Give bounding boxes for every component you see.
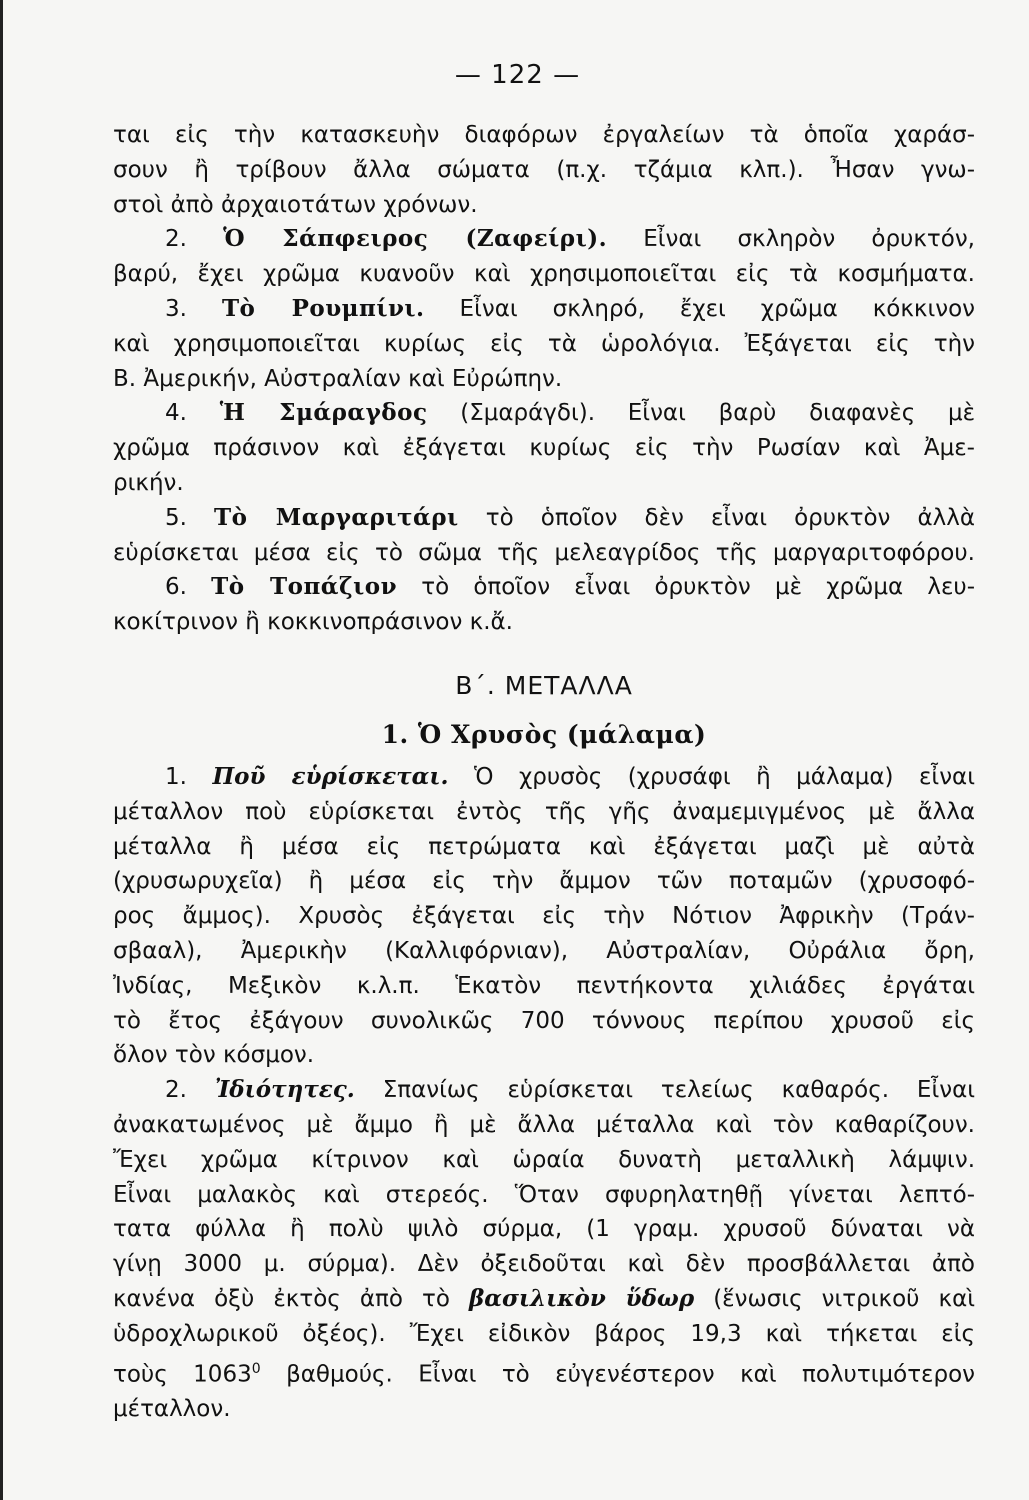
text-line: ται εἰς τὴν κατασκευὴν διαφόρων ἐργαλείων τὰ ὁποῖα χαράσ-	[113, 122, 975, 148]
text-line: βαρύ, ἔχει χρῶμα κυανοῦν καὶ χρησιμοποιεῖται εἰς τὰ κοσμήματα.	[113, 261, 975, 288]
emerald-entry: 4. Ἡ Σμάραγδος (Σμαράγδι). Εἶναι βαρὺ διαφανὲς μὲ	[165, 399, 976, 427]
pearl-title: Τὸ Μαργαριτάρι	[214, 503, 459, 531]
item-number: 6.	[165, 574, 187, 601]
emerald-title: Ἡ Σμάραγδος	[219, 399, 428, 427]
aqua-regia-term: βασιλικὸν ὕδωρ	[469, 1284, 695, 1312]
page-number: — 122 —	[454, 60, 581, 90]
sapphire-title: Ὁ Σάπφειρος (Ζαφείρι).	[223, 225, 608, 253]
ruby-entry: 3. Τὸ Ρουμπίνι. Εἶναι σκληρό, ἔχει χρῶμα κόκκινον	[165, 294, 976, 322]
gold-where-entry: 1. Ποῦ εὑρίσκεται. Ὁ χρυσὸς (χρυσάφι ἢ μάλαμα) εἶναι	[165, 762, 975, 790]
text-line: καὶ χρησιμοποιεῖται κυρίως εἰς τὰ ὡρολόγια. Ἐξάγεται εἰς τὴν	[113, 330, 975, 357]
text-line: σουν ἢ τρίβουν ἄλλα σώματα (π.χ. τζάμια κλπ.). Ἦσαν γνω-	[113, 156, 975, 183]
text-line: σβααλ), Ἀμερικὴν (Καλλιφόρνιαν), Αὐστραλίαν, Οὐράλια ὄρη,	[113, 937, 975, 964]
pearl-entry: 5. Τὸ Μαργαριτάρι τὸ ὁποῖον δὲν εἶναι ὀρυκτὸν ἀλλὰ	[165, 503, 976, 531]
item-number: 2.	[165, 1077, 187, 1104]
text-line: Εἶναι μαλακὸς καὶ στερεός. Ὅταν σφυρηλατηθῇ γίνεται λεπτό-	[113, 1181, 975, 1208]
degree-sup: 0	[251, 1360, 261, 1377]
text-line: ὑδροχλωρικοῦ ὀξέος). Ἔχει εἰδικὸν βάρος 19,3 καὶ τήκεται εἰς	[113, 1320, 975, 1347]
gold-properties-entry: 2. Ἰδιότητες. Σπανίως εὑρίσκεται τελείως καθαρός. Εἶναι	[165, 1076, 976, 1104]
text-line: ρος ἄμμος). Χρυσὸς ἐξάγεται εἰς τὴν Νότιον Ἀφρικὴν (Τράν-	[113, 903, 975, 930]
topaz-title: Τὸ Τοπάζιον	[211, 573, 398, 601]
text-line: εὑρίσκεται μέσα εἰς τὸ σῶμα τῆς μελεαγρίδος τῆς μαργαριτοφόρου.	[113, 539, 975, 566]
body-text	[113, 118, 975, 1427]
text-line: μέταλλα ἢ μέσα εἰς πετρώματα καὶ ἐξάγεται μαζὶ μὲ αὐτὰ	[113, 833, 975, 860]
topaz-entry: 6. Τὸ Τοπάζιον τὸ ὁποῖον εἶναι ὀρυκτὸν μὲ χρῶμα λευ-	[165, 573, 975, 601]
text-line: μέταλλον ποὺ εὑρίσκεται ἐντὸς τῆς γῆς ἀναμεμιγμένος μὲ ἄλλα	[113, 798, 975, 825]
gold-where-title: Ποῦ εὑρίσκεται.	[212, 762, 449, 790]
text-line: ρικήν.	[113, 469, 184, 496]
item-number: 2.	[165, 226, 187, 253]
text-line: Ἰνδίας, Μεξικὸν κ.λ.π. Ἑκατὸν πεντήκοντα χιλιάδες ἐργάται	[113, 972, 975, 999]
item-number: 5.	[165, 504, 187, 531]
text-line: τοὺς 1063$^0$ βαθμούς. Εἶναι τὸ εὐγενέστερον καὶ πολυτιμότερον	[113, 1360, 975, 1388]
sapphire-entry: 2. Ὁ Σάπφειρος (Ζαφείρι). Εἶναι σκληρὸν ὀρυκτόν,	[165, 225, 975, 253]
item-number: 3.	[165, 295, 187, 322]
text-line: κοκίτρινον ἢ κοκκινοπράσινον κ.ἄ.	[113, 609, 513, 636]
text-line: γίνῃ 3000 μ. σύρμα). Δὲν ὀξειδοῦται καὶ δὲν προσβάλλεται ἀπὸ	[113, 1251, 975, 1278]
text-line: χρῶμα πράσινον καὶ ἐξάγεται κυρίως εἰς τὴν Ρωσίαν καὶ Ἀμε-	[113, 435, 975, 462]
text-line: μέταλλον.	[113, 1395, 231, 1422]
text-line: Ἔχει χρῶμα κίτρινον καὶ ὡραία δυνατὴ μεταλλικὴ λάμψιν.	[113, 1146, 975, 1173]
text-line: (χρυσωρυχεῖα) ἢ μέσα εἰς τὴν ἄμμον τῶν ποταμῶν (χρυσοφό-	[113, 868, 975, 895]
text-line: Β. Ἀμερικήν, Αὐστραλίαν καὶ Εὐρώπην.	[113, 365, 563, 392]
text-line: ἀνακατωμένος μὲ ἄμμο ἢ μὲ ἄλλα μέταλλα καὶ τὸν καθαρίζουν.	[113, 1111, 975, 1138]
item-number: 4.	[165, 400, 187, 427]
subsection-heading: 1. Ὁ Χρυσὸς (μάλαμα)	[381, 719, 707, 749]
ruby-title: Τὸ Ρουμπίνι.	[221, 294, 425, 322]
text-line: τὸ ἔτος ἐξάγουν συνολικῶς 700 τόννους περίπου χρυσοῦ εἰς	[113, 1007, 975, 1034]
text-line: ὅλον τὸν κόσμον.	[113, 1042, 315, 1069]
text-line: τατα φύλλα ἢ πολὺ ψιλὸ σύρμα, (1 γραμ. χρυσοῦ δύναται νὰ	[113, 1216, 975, 1243]
section-heading: Β΄. ΜΕΤΑΛΛΑ	[455, 670, 633, 700]
item-number: 1.	[165, 763, 187, 790]
gold-properties-title: Ἰδιότητες.	[214, 1076, 355, 1104]
text-line: στοὶ ἀπὸ ἀρχαιοτάτων χρόνων.	[113, 191, 478, 218]
text-line: κανένα ὀξὺ ἐκτὸς ἀπὸ τὸ βασιλικὸν ὕδωρ (ἕνωσις νιτρικοῦ καὶ	[113, 1284, 976, 1312]
